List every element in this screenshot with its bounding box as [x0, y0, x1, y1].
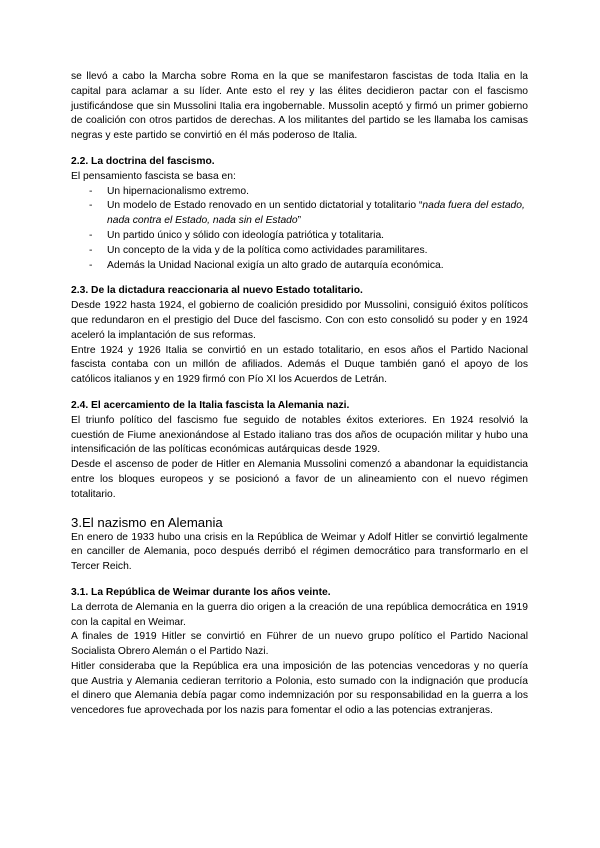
- list-item: - Un concepto de la vida y de la política como actividades paramilitares.: [89, 244, 428, 256]
- section-2-2-lead: El pensamiento fascista se basa en:: [71, 170, 236, 182]
- section-3-paragraph-1: En enero de 1933 hubo una crisis en la República de Weimar y Adolf Hitler se convirtió legalmente en canciller de Alemania, poco después derribó el régimen democrático para transformarlo en el Tercer Reich.: [71, 531, 528, 573]
- list-item: - Un modelo de Estado renovado en un sentido dictatorial y totalitario “nada fuera del estado, nada contra el Estado, nada sin el Estado”: [89, 200, 525, 227]
- section-heading-2-3: 2.3. De la dictadura reaccionaria al nuevo Estado totalitario.: [71, 285, 363, 297]
- section-2-3-paragraph-2: Entre 1924 y 1926 Italia se convirtió en un estado totalitario, en esos años el Partido Nacional fascista contaba con un millón de afiliados. Además el Duque también ganó el apoyo de los católicos italianos y en 1929 firmó con Pío XI los Acuerdos de Letrán.: [71, 344, 528, 386]
- list-item: - Además la Unidad Nacional exigía un alto grado de autarquía económica.: [89, 259, 444, 271]
- intro-paragraph: se llevó a cabo la Marcha sobre Roma en la que se manifestaron fascistas de toda Italia en la capital para aclamar a su líder. Ante esto el rey y las élites decidieron pactar con el fascismo justificándose que sin Mussolini Italia era ingobernable. Mussolin aceptó y firmó un primer gobierno de coalición con otros partidos de derechas. A los militantes del partido se les llamaba los camisas negras y este partido se convirtió en él más poderoso de Italia.: [71, 71, 528, 142]
- chapter-heading-3: 3.El nazismo en Alemania: [71, 514, 223, 530]
- section-2-4-paragraph-1: El triunfo político del fascismo fue seguido de notables éxitos exteriores. En 1924 resolvió la cuestión de Fiume anexionándose al Estado italiano tras dos años de ocupación militar y hubo una intensificación de las políticas económicas autárquicas desde 1929.: [71, 414, 528, 456]
- italic-quote: nada fuera del estado, nada contra el Estado, nada sin el Estado: [107, 200, 525, 227]
- section-heading-2-4: 2.4. El acercamiento de la Italia fascista la Alemania nazi.: [71, 399, 350, 411]
- list-item: - Un partido único y sólido con ideología patriótica y totalitaria.: [89, 229, 385, 241]
- document-page: [71, 70, 528, 719]
- section-2-4-paragraph-2: Desde el ascenso de poder de Hitler en Alemania Mussolini comenzó a abandonar la equidistancia entre los bloques europeos y se posicionó a favor de un alineamiento con el nuevo régimen totalitario.: [71, 459, 528, 500]
- list-item: - Un hipernacionalismo extremo.: [89, 185, 249, 197]
- section-3-1-paragraph-1: La derrota de Alemania en la guerra dio origen a la creación de una república democrática en 1919 con la capital en Weimar.: [71, 601, 528, 628]
- section-3-1-paragraph-3: Hitler consideraba que la República era una imposición de las potencias vencedoras y no quería que Austria y Alemania cedieran territorio a Polonia, esto sumado con la indignación que producía el dinero que Alemania debía pagar como indemnización por su responsabilidad en la guerra a los vencedores fue aprovechada por los nazis para fomentar el odio a las potencias extranjeras.: [71, 660, 528, 717]
- doctrine-list: [71, 185, 528, 274]
- section-heading-2-2: 2.2. La doctrina del fascismo.: [71, 155, 215, 167]
- section-3-1-paragraph-2: A finales de 1919 Hitler se convirtió en Führer de un nuevo grupo político el Partido Nacional Socialista Obrero Alemán o el Partido Nazi.: [71, 631, 528, 658]
- section-heading-3-1: 3.1. La República de Weimar durante los años veinte.: [71, 586, 331, 598]
- section-2-3-paragraph-1: Desde 1922 hasta 1924, el gobierno de coalición presidido por Mussolini, consiguió éxitos políticos que redundaron en el prestigio del Duce del fascismo. Con con esto consolidó su poder y en 1924 aceleró la implantación de sus reformas.: [71, 300, 528, 341]
